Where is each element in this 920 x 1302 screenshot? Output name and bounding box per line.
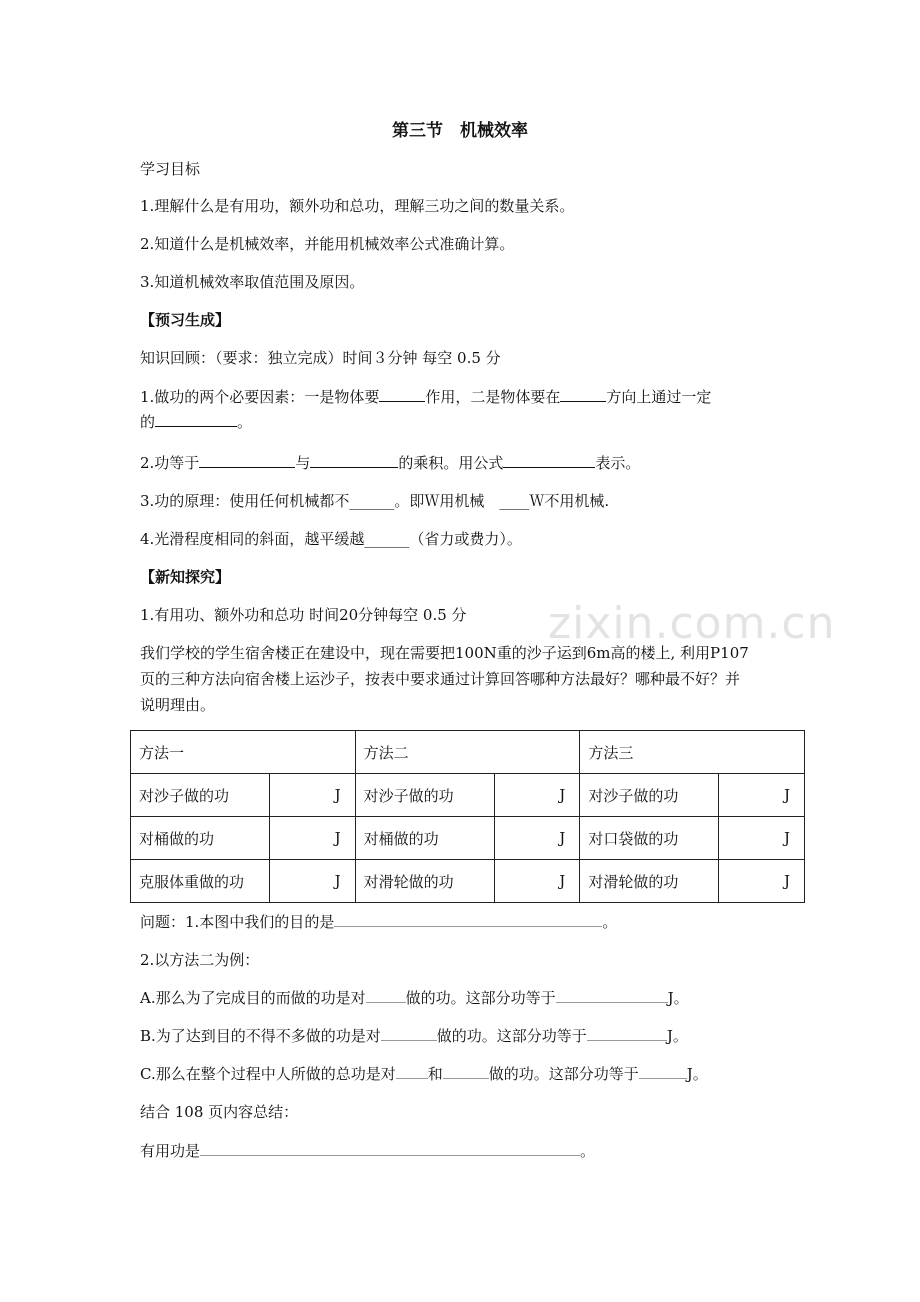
table-cell-unit[interactable]: J [719,817,805,860]
preview-q3: 3.功的原理：使用任何机械都不______。即Ｗ用机械 ____Ｗ不用机械. [140,492,610,510]
question-a: A.那么为了完成目的而做的功是对 做的功。这部分功等于 J。 [140,989,689,1007]
answer-blank[interactable] [639,1064,687,1079]
answer-blank[interactable] [560,387,606,402]
question-b: B.为了达到目的不得不多做的功是对 做的功。这部分功等于 J。 [140,1027,688,1045]
answer-blank[interactable] [556,988,668,1003]
table-header: 方法一 [131,731,356,774]
preview-q4: 4.光滑程度相同的斜面，越平缓越______（省力或费力）。 [140,530,522,548]
table-cell: 克服体重做的功 [131,860,270,903]
table-cell-unit[interactable]: J [719,774,805,817]
table-cell: 对沙子做的功 [580,774,719,817]
answer-blank[interactable] [334,912,602,927]
answer-blank[interactable] [443,1064,489,1079]
table-cell-unit[interactable]: J [719,860,805,903]
table-header-row [131,731,805,774]
answer-blank[interactable] [396,1064,428,1079]
page-title: 第三节 机械效率 [392,121,528,141]
answer-blank[interactable] [503,453,595,468]
explore-paragraph: 说明理由。 [140,696,216,714]
answer-blank[interactable] [379,387,425,402]
table-cell-unit[interactable]: J [494,774,580,817]
table-header: 方法二 [355,731,580,774]
table-cell: 对桶做的功 [355,817,494,860]
table-cell-unit[interactable]: J [494,817,580,860]
goal-item: 3.知道机械效率取值范围及原因。 [140,273,365,291]
table-cell: 对沙子做的功 [131,774,270,817]
preview-heading: 【预习生成】 [140,311,231,329]
table-header: 方法三 [580,731,805,774]
question-1: 问题：1.本图中我们的目的是 。 [140,913,618,931]
table-row [131,817,805,860]
table-cell-unit[interactable]: J [494,860,580,903]
watermark: zixin.com.cn [548,598,836,649]
table-cell: 对口袋做的功 [580,817,719,860]
answer-blank[interactable] [199,453,295,468]
goal-item: 1.理解什么是有用功，额外功和总功，理解三功之间的数量关系。 [140,197,575,215]
answer-blank[interactable] [381,1026,437,1041]
preview-intro: 知识回顾：（要求：独立完成）时间３分钟 每空 0.5 分 [140,349,501,367]
explore-sub: 1.有用功、额外功和总功 时间20分钟每空 0.5 分 [140,606,467,624]
answer-blank[interactable] [587,1026,667,1041]
table-cell: 对沙子做的功 [355,774,494,817]
preview-q1: 1.做功的两个必要因素：一是物体要 作用，二是物体要在 方向上通过一定 [140,388,712,406]
useful-work-definition: 有用功是 。 [140,1142,596,1160]
table-row [131,774,805,817]
methods-table [130,730,805,903]
answer-blank[interactable] [200,1141,580,1156]
table-cell: 对滑轮做的功 [355,860,494,903]
explore-paragraph: 页的三种方法向宿舍楼上运沙子，按表中要求通过计算回答哪种方法最好？哪种最不好？并 [140,670,741,688]
question-2: 2.以方法二为例： [140,951,260,969]
question-c: C.那么在整个过程中人所做的总功是对 和 做的功。这部分功等于 J。 [140,1065,708,1083]
table-cell-unit[interactable]: J [270,774,356,817]
preview-q1-cont: 的 。 [140,413,253,431]
answer-blank[interactable] [310,453,398,468]
table-cell-unit[interactable]: J [270,817,356,860]
goals-heading: 学习目标 [140,160,201,178]
explore-paragraph: 我们学校的学生宿舍楼正在建设中，现在需要把100N重的沙子运到6m高的楼上, 利用P107 [140,644,749,662]
summary-heading: 结合 108 页内容总结： [140,1103,299,1121]
table-cell: 对滑轮做的功 [580,860,719,903]
table-cell-unit[interactable]: J [270,860,356,903]
explore-heading: 【新知探究】 [140,568,231,586]
answer-blank[interactable] [155,412,237,427]
table-row [131,860,805,903]
goal-item: 2.知道什么是机械效率，并能用机械效率公式准确计算。 [140,235,515,253]
answer-blank[interactable] [366,988,406,1003]
preview-q2: 2.功等于 与 的乘积。用公式 表示。 [140,454,641,472]
table-cell: 对桶做的功 [131,817,270,860]
